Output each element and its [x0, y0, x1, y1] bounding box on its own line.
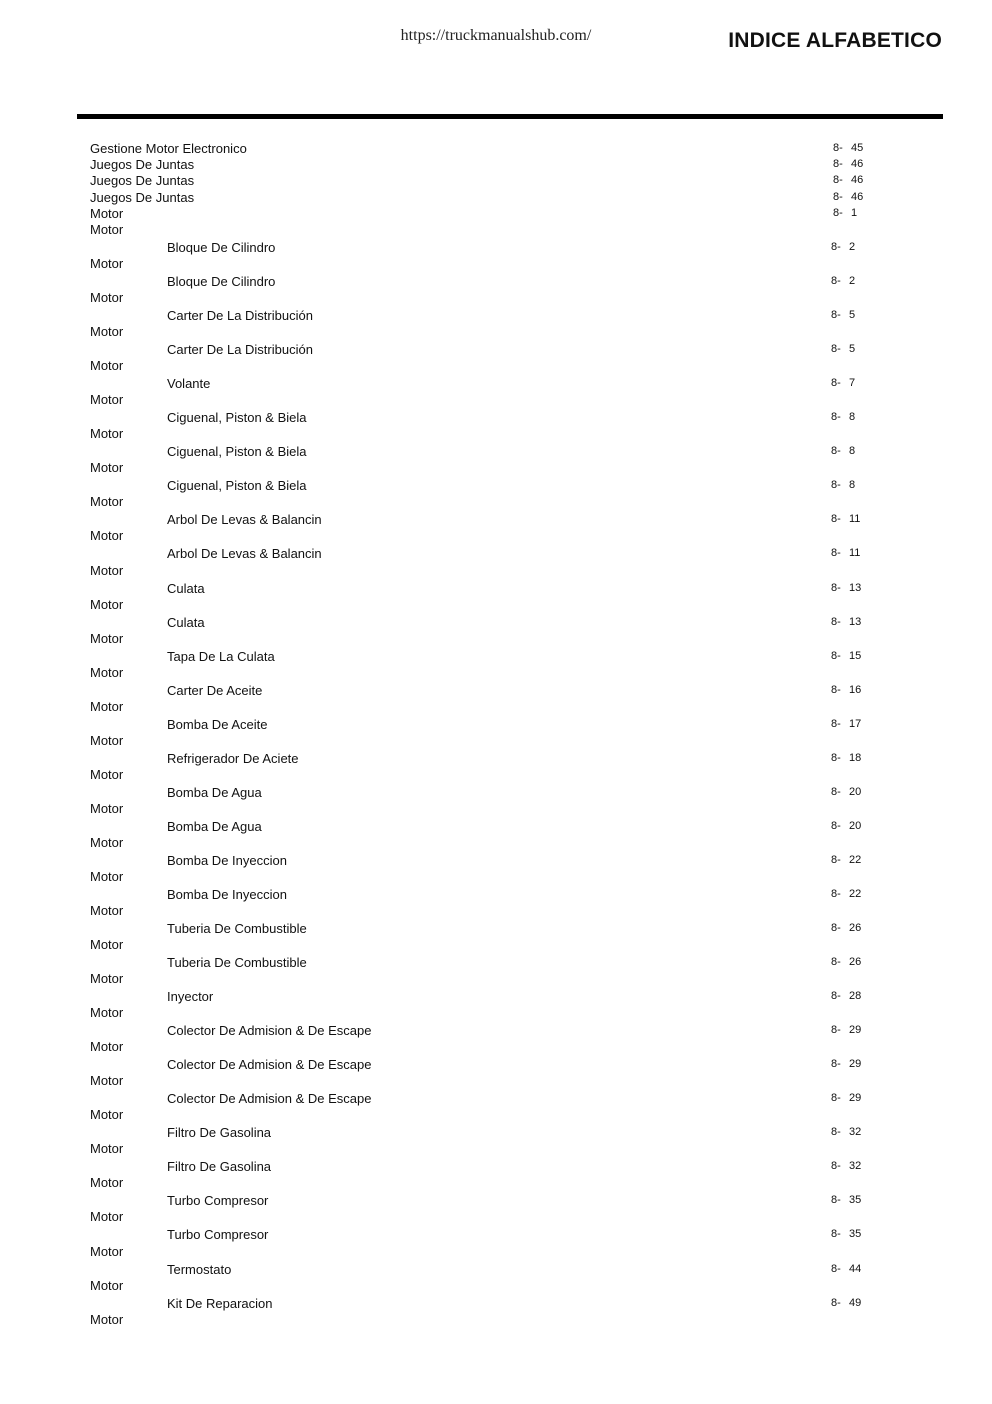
page-section: 8- [831, 275, 841, 288]
page-number: 13 [849, 581, 862, 594]
sub-entry-page-ref [831, 785, 861, 799]
group-label: Motor [90, 971, 124, 987]
group-label: Motor [90, 494, 124, 510]
page-section: 8- [833, 142, 843, 154]
page-number: 45 [851, 142, 864, 154]
page-number: 29 [849, 1058, 862, 1071]
page-section: 8- [831, 1296, 841, 1309]
sub-entry-page-ref [831, 615, 861, 629]
group-label: Motor [90, 698, 124, 714]
group-label: Motor [90, 1277, 124, 1293]
sub-entry-label: Carter De La Distribución [167, 308, 313, 324]
group-label: Motor [90, 426, 124, 442]
group-label: Motor [90, 1311, 124, 1327]
sub-entry-page-ref [831, 1296, 861, 1310]
sub-entry-page-ref [831, 1091, 861, 1105]
page-number: 29 [849, 1092, 862, 1105]
page-number: 7 [849, 377, 856, 390]
sub-entry-label: Tuberia De Combustible [167, 921, 307, 936]
sub-entry-label: Turbo Compresor [167, 1193, 269, 1209]
page-number: 35 [849, 1194, 862, 1207]
sub-entry-label: Colector De Admision & De Escape [167, 1023, 372, 1039]
page-section: 8- [833, 206, 843, 219]
index-entry-page-ref [833, 206, 857, 220]
sub-entry-page-ref [831, 649, 861, 663]
sub-entry-label: Bomba De Aceite [167, 716, 268, 732]
sub-entry-page-ref [831, 1125, 861, 1139]
sub-entry-label: Ciguenal, Piston & Biela [167, 410, 307, 426]
page-number: 26 [849, 922, 862, 934]
page-number: 17 [849, 717, 862, 730]
index-entry-label: Juegos De Juntas [90, 173, 195, 189]
sub-entry-page-ref [831, 1227, 861, 1241]
page-section: 8- [831, 1194, 841, 1207]
sub-entry-page-ref [831, 1193, 861, 1207]
page-section: 8- [831, 343, 841, 356]
sub-entry-label: Volante [167, 376, 211, 392]
page-title: INDICE ALFABETICO [728, 29, 942, 52]
page-section: 8- [831, 683, 841, 696]
page-number: 20 [849, 819, 862, 832]
group-label: Motor [90, 1073, 124, 1089]
sub-entry-label: Tuberia De Combustible [167, 955, 307, 971]
sub-entry-page-ref [831, 989, 861, 1003]
page-number: 49 [849, 1296, 862, 1309]
page-number: 2 [849, 275, 856, 288]
page-section: 8- [831, 581, 841, 594]
page-number: 46 [851, 158, 864, 171]
group-label: Motor [90, 596, 124, 612]
group-label: Motor [90, 1141, 124, 1157]
group-label: Motor [90, 1107, 124, 1123]
index-entry-page-ref [833, 190, 863, 204]
group-label: Motor [90, 1039, 124, 1055]
sub-entry-page-ref [831, 376, 855, 390]
sub-entry-label: Inyector [167, 989, 214, 1005]
page-number: 1 [851, 206, 858, 219]
group-label: Motor [90, 800, 124, 816]
sub-entry-label: Arbol De Levas & Balancin [167, 512, 322, 528]
sub-entry-label: Colector De Admision & De Escape [167, 1091, 372, 1107]
sub-entry-label: Filtro De Gasolina [167, 1125, 272, 1141]
index-entry-label: Juegos De Juntas [90, 157, 195, 173]
sub-entry-page-ref [831, 581, 861, 595]
page-section: 8- [831, 241, 841, 253]
page-section: 8- [831, 785, 841, 798]
page-number: 46 [851, 174, 864, 187]
sub-entry-page-ref [831, 751, 861, 765]
index-entry-page-ref [833, 141, 863, 155]
page-number: 28 [849, 990, 862, 1003]
sub-entry-page-ref [831, 512, 860, 526]
page-section: 8- [831, 649, 841, 662]
page-section: 8- [833, 158, 843, 171]
page-section: 8- [831, 1126, 841, 1139]
sub-entry-label: Ciguenal, Piston & Biela [167, 444, 307, 460]
sub-entry-page-ref [831, 274, 855, 288]
page-number: 35 [849, 1228, 862, 1241]
page-section: 8- [833, 190, 843, 203]
page-number: 8 [849, 445, 856, 458]
page-section: 8- [831, 887, 841, 900]
group-label: Motor [90, 664, 124, 680]
page-number: 22 [849, 887, 862, 900]
sub-entry-label: Bomba De Agua [167, 818, 262, 834]
group-label: Motor [90, 358, 124, 374]
index-entry-label: Juegos De Juntas [90, 189, 195, 205]
group-label: Motor [90, 1005, 124, 1021]
group-label: Motor [90, 903, 124, 918]
sub-entry-page-ref [831, 853, 861, 867]
page-section: 8- [831, 1058, 841, 1071]
sub-entry-page-ref [831, 342, 855, 356]
sub-entry-page-ref [831, 1262, 861, 1276]
group-label: Motor [90, 868, 124, 884]
sub-entry-label: Culata [167, 580, 205, 596]
index-entry-label: Motor [90, 205, 124, 221]
page-number: 8 [849, 411, 856, 424]
sub-entry-label: Culata [167, 614, 205, 630]
page-section: 8- [831, 513, 841, 526]
index-entry-page-ref [833, 157, 863, 171]
page-section: 8- [833, 174, 843, 187]
page-number: 29 [849, 1024, 862, 1037]
page-section: 8- [831, 411, 841, 424]
page-section: 8- [831, 1092, 841, 1105]
page-section: 8- [831, 956, 841, 969]
sub-entry-page-ref [831, 887, 861, 901]
page-section: 8- [831, 990, 841, 1003]
group-label: Motor [90, 1243, 124, 1259]
page-number: 26 [849, 956, 862, 969]
sub-entry-label: Bloque De Cilindro [167, 240, 276, 255]
page-section: 8- [831, 479, 841, 492]
sub-entry-page-ref [831, 955, 861, 969]
sub-entry-label: Colector De Admision & De Escape [167, 1057, 372, 1073]
group-label: Motor [90, 1175, 124, 1191]
group-label: Motor [90, 460, 124, 476]
source-url: https://truckmanualshub.com/ [400, 27, 592, 44]
index-entry-page-ref [833, 173, 863, 187]
sub-entry-page-ref [831, 444, 855, 458]
group-label: Motor [90, 290, 124, 306]
page-section: 8- [831, 922, 841, 934]
sub-entry-label: Ciguenal, Piston & Biela [167, 478, 307, 494]
sub-entry-label: Carter De La Distribución [167, 342, 313, 358]
group-label: Motor [90, 834, 124, 850]
page-section: 8- [831, 1024, 841, 1037]
sub-entry-page-ref [831, 717, 861, 731]
page-section: 8- [831, 309, 841, 322]
group-label: Motor [90, 937, 124, 953]
group-label: Motor [90, 256, 124, 272]
page-number: 2 [849, 241, 856, 253]
group-label: Motor [90, 324, 124, 340]
page-section: 8- [831, 1262, 841, 1275]
page-number: 46 [851, 190, 864, 203]
sub-entry-page-ref [831, 1057, 861, 1071]
sub-entry-label: Kit De Reparacion [167, 1295, 273, 1311]
group-label: Motor [90, 222, 124, 237]
sub-entry-label: Bloque De Cilindro [167, 274, 276, 290]
sub-entry-label: Turbo Compresor [167, 1227, 269, 1243]
page-section: 8- [831, 615, 841, 628]
page-number: 20 [849, 785, 862, 798]
sub-entry-label: Bomba De Inyeccion [167, 886, 287, 902]
sub-entry-page-ref [831, 1159, 861, 1173]
page-section: 8- [831, 717, 841, 730]
page-section: 8- [831, 1160, 841, 1173]
page-section: 8- [831, 1228, 841, 1241]
sub-entry-page-ref [831, 921, 861, 935]
page-number: 11 [849, 513, 861, 526]
sub-entry-label: Bomba De Agua [167, 784, 262, 800]
group-label: Motor [90, 528, 124, 544]
page-section: 8- [831, 819, 841, 832]
page-number: 5 [849, 343, 856, 356]
sub-entry-label: Filtro De Gasolina [167, 1159, 272, 1175]
page-section: 8- [831, 853, 841, 866]
group-label: Motor [90, 732, 124, 748]
page-number: 11 [849, 547, 861, 560]
sub-entry-label: Arbol De Levas & Balancin [167, 546, 322, 562]
page-section: 8- [831, 751, 841, 764]
page-number: 22 [849, 853, 862, 866]
page-section: 8- [831, 377, 841, 390]
sub-entry-label: Bomba De Inyeccion [167, 852, 287, 868]
page-number: 16 [849, 683, 862, 696]
sub-entry-page-ref [831, 546, 860, 560]
page-number: 18 [849, 751, 862, 764]
sub-entry-page-ref [831, 819, 861, 833]
group-label: Motor [90, 1209, 124, 1225]
sub-entry-label: Tapa De La Culata [167, 648, 275, 664]
group-label: Motor [90, 562, 124, 578]
sub-entry-page-ref [831, 1023, 861, 1037]
group-label: Motor [90, 630, 124, 646]
page-number: 32 [849, 1126, 862, 1139]
group-label: Motor [90, 766, 124, 782]
page-number: 8 [849, 479, 856, 492]
page-number: 32 [849, 1160, 862, 1173]
sub-entry-page-ref [831, 308, 855, 322]
sub-entry-label: Refrigerador De Aciete [167, 750, 299, 766]
index-entry-label: Gestione Motor Electronico [90, 141, 247, 156]
page-number: 13 [849, 615, 862, 628]
page-number: 44 [849, 1262, 862, 1275]
sub-entry-page-ref [831, 683, 861, 697]
group-label: Motor [90, 392, 124, 408]
page-number: 5 [849, 309, 856, 322]
page-section: 8- [831, 547, 841, 560]
sub-entry-label: Termostato [167, 1261, 232, 1277]
sub-entry-page-ref [831, 478, 855, 492]
sub-entry-page-ref [831, 410, 855, 424]
page-section: 8- [831, 445, 841, 458]
page-number: 15 [849, 649, 862, 662]
sub-entry-label: Carter De Aceite [167, 682, 263, 698]
sub-entry-page-ref [831, 240, 855, 254]
